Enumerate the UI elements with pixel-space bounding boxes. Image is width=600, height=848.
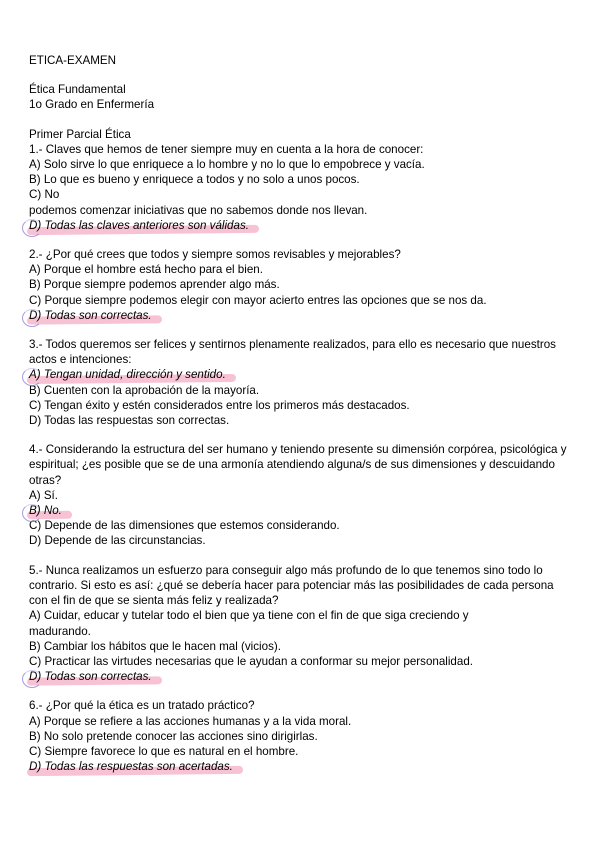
answer-text: A) Tengan unidad, dirección y sentido. (29, 368, 226, 382)
option-b: B) Cambiar los hábitos que le hacen mal (vicios). (29, 639, 281, 653)
option-c: C) Practicar las virtudes necesarias que le ayudan a conformar su mejor personalidad. (29, 654, 473, 668)
doc-header: ETICA-EXAMEN (29, 54, 116, 67)
option-d-selected (29, 669, 575, 684)
option-b: B) Porque siempre podemos aprender algo más. (29, 278, 280, 292)
option-b: B) Lo que es bueno y enriquece a todos y no solo a unos pocos. (29, 173, 360, 187)
option-d: D) Todas las respuestas son correctas. (29, 414, 230, 428)
question-2 (29, 247, 575, 323)
option-c: C) Siempre favorece lo que es natural en el hombre. (29, 744, 299, 758)
option-a-continued: madurando. (29, 624, 91, 638)
exam-page (29, 53, 575, 774)
exam-title: Primer Parcial Ética (29, 127, 131, 141)
option-d-selected (29, 218, 575, 233)
question-text: 2.- ¿Por qué crees que todos y siempre somos revisables y mejorables? (29, 248, 401, 262)
option-c: C) Depende de las dimensiones que estemos considerando. (29, 519, 340, 533)
option-b: B) No solo pretende conocer las acciones sino dirigirlas. (29, 729, 318, 743)
option-c: C) Tengan éxito y estén considerados entre los primeros más destacados. (29, 398, 410, 412)
option-b-selected (29, 503, 575, 518)
option-a: A) Solo sirve lo que enriquece a lo hombre y no lo que lo empobrece y vacía. (29, 158, 425, 172)
question-text: 1.- Claves que hemos de tener siempre muy en cuenta a la hora de conocer: (29, 142, 424, 156)
option-a-selected (29, 367, 575, 382)
question-5 (29, 563, 575, 685)
option-d-selected (29, 759, 575, 774)
answer-text: B) No. (29, 504, 62, 518)
question-1 (29, 142, 575, 233)
option-a: A) Porque el hombre está hecho para el bien. (29, 263, 263, 277)
option-c: C) Porque siempre podemos elegir con mayor acierto entres las opciones que se nos da. (29, 293, 487, 307)
option-b: B) Cuenten con la aprobación de la mayoría. (29, 383, 260, 397)
option-d: D) Depende de las circunstancias. (29, 534, 206, 548)
option-a: A) Cuidar, educar y tutelar todo el bien que ya tiene con el fin de que siga creciendo y (29, 609, 469, 623)
answer-text: D) Todas son correctas. (29, 308, 152, 322)
question-4 (29, 442, 575, 548)
question-text: 3.- Todos queremos ser felices y sentirnos plenamente realizados, para ello es necesario que nuestros actos e intenciones: (29, 338, 556, 367)
question-text: 6.- ¿Por qué la ética es un tratado práctico? (29, 699, 255, 713)
option-a: A) Sí. (29, 488, 58, 502)
question-3 (29, 337, 575, 428)
option-d-selected (29, 308, 575, 323)
course-title: Ética Fundamental (29, 83, 126, 97)
option-c: C) No (29, 188, 60, 202)
question-6 (29, 698, 575, 774)
question-text: 5.- Nunca realizamos un esfuerzo para conseguir algo más profundo de lo que tenemos sino todo lo contrario. Si esto es así: ¿qué se debería hacer para potenciar más las posibilidades de cada persona con el fin de que se sienta más feliz y realizada? (29, 563, 554, 608)
option-a: A) Porque se refiere a las acciones humanas y a la vida moral. (29, 714, 352, 728)
question-text: 4.- Considerando la estructura del ser humano y teniendo presente su dimensión corpórea, psicológica y espiritual; ¿es posible que se de una armonía atendiendo alguna/s de sus dimensiones y descuidando otras? (29, 443, 567, 487)
answer-text: D) Todas las claves anteriores son válidas. (29, 218, 249, 232)
option-c-continued: podemos comenzar iniciativas que no sabemos donde nos llevan. (29, 203, 368, 217)
degree-title: 1o Grado en Enfermería (29, 98, 155, 112)
answer-text: D) Todas son correctas. (29, 670, 152, 684)
answer-text: D) Todas las respuestas son acertadas. (29, 760, 233, 774)
